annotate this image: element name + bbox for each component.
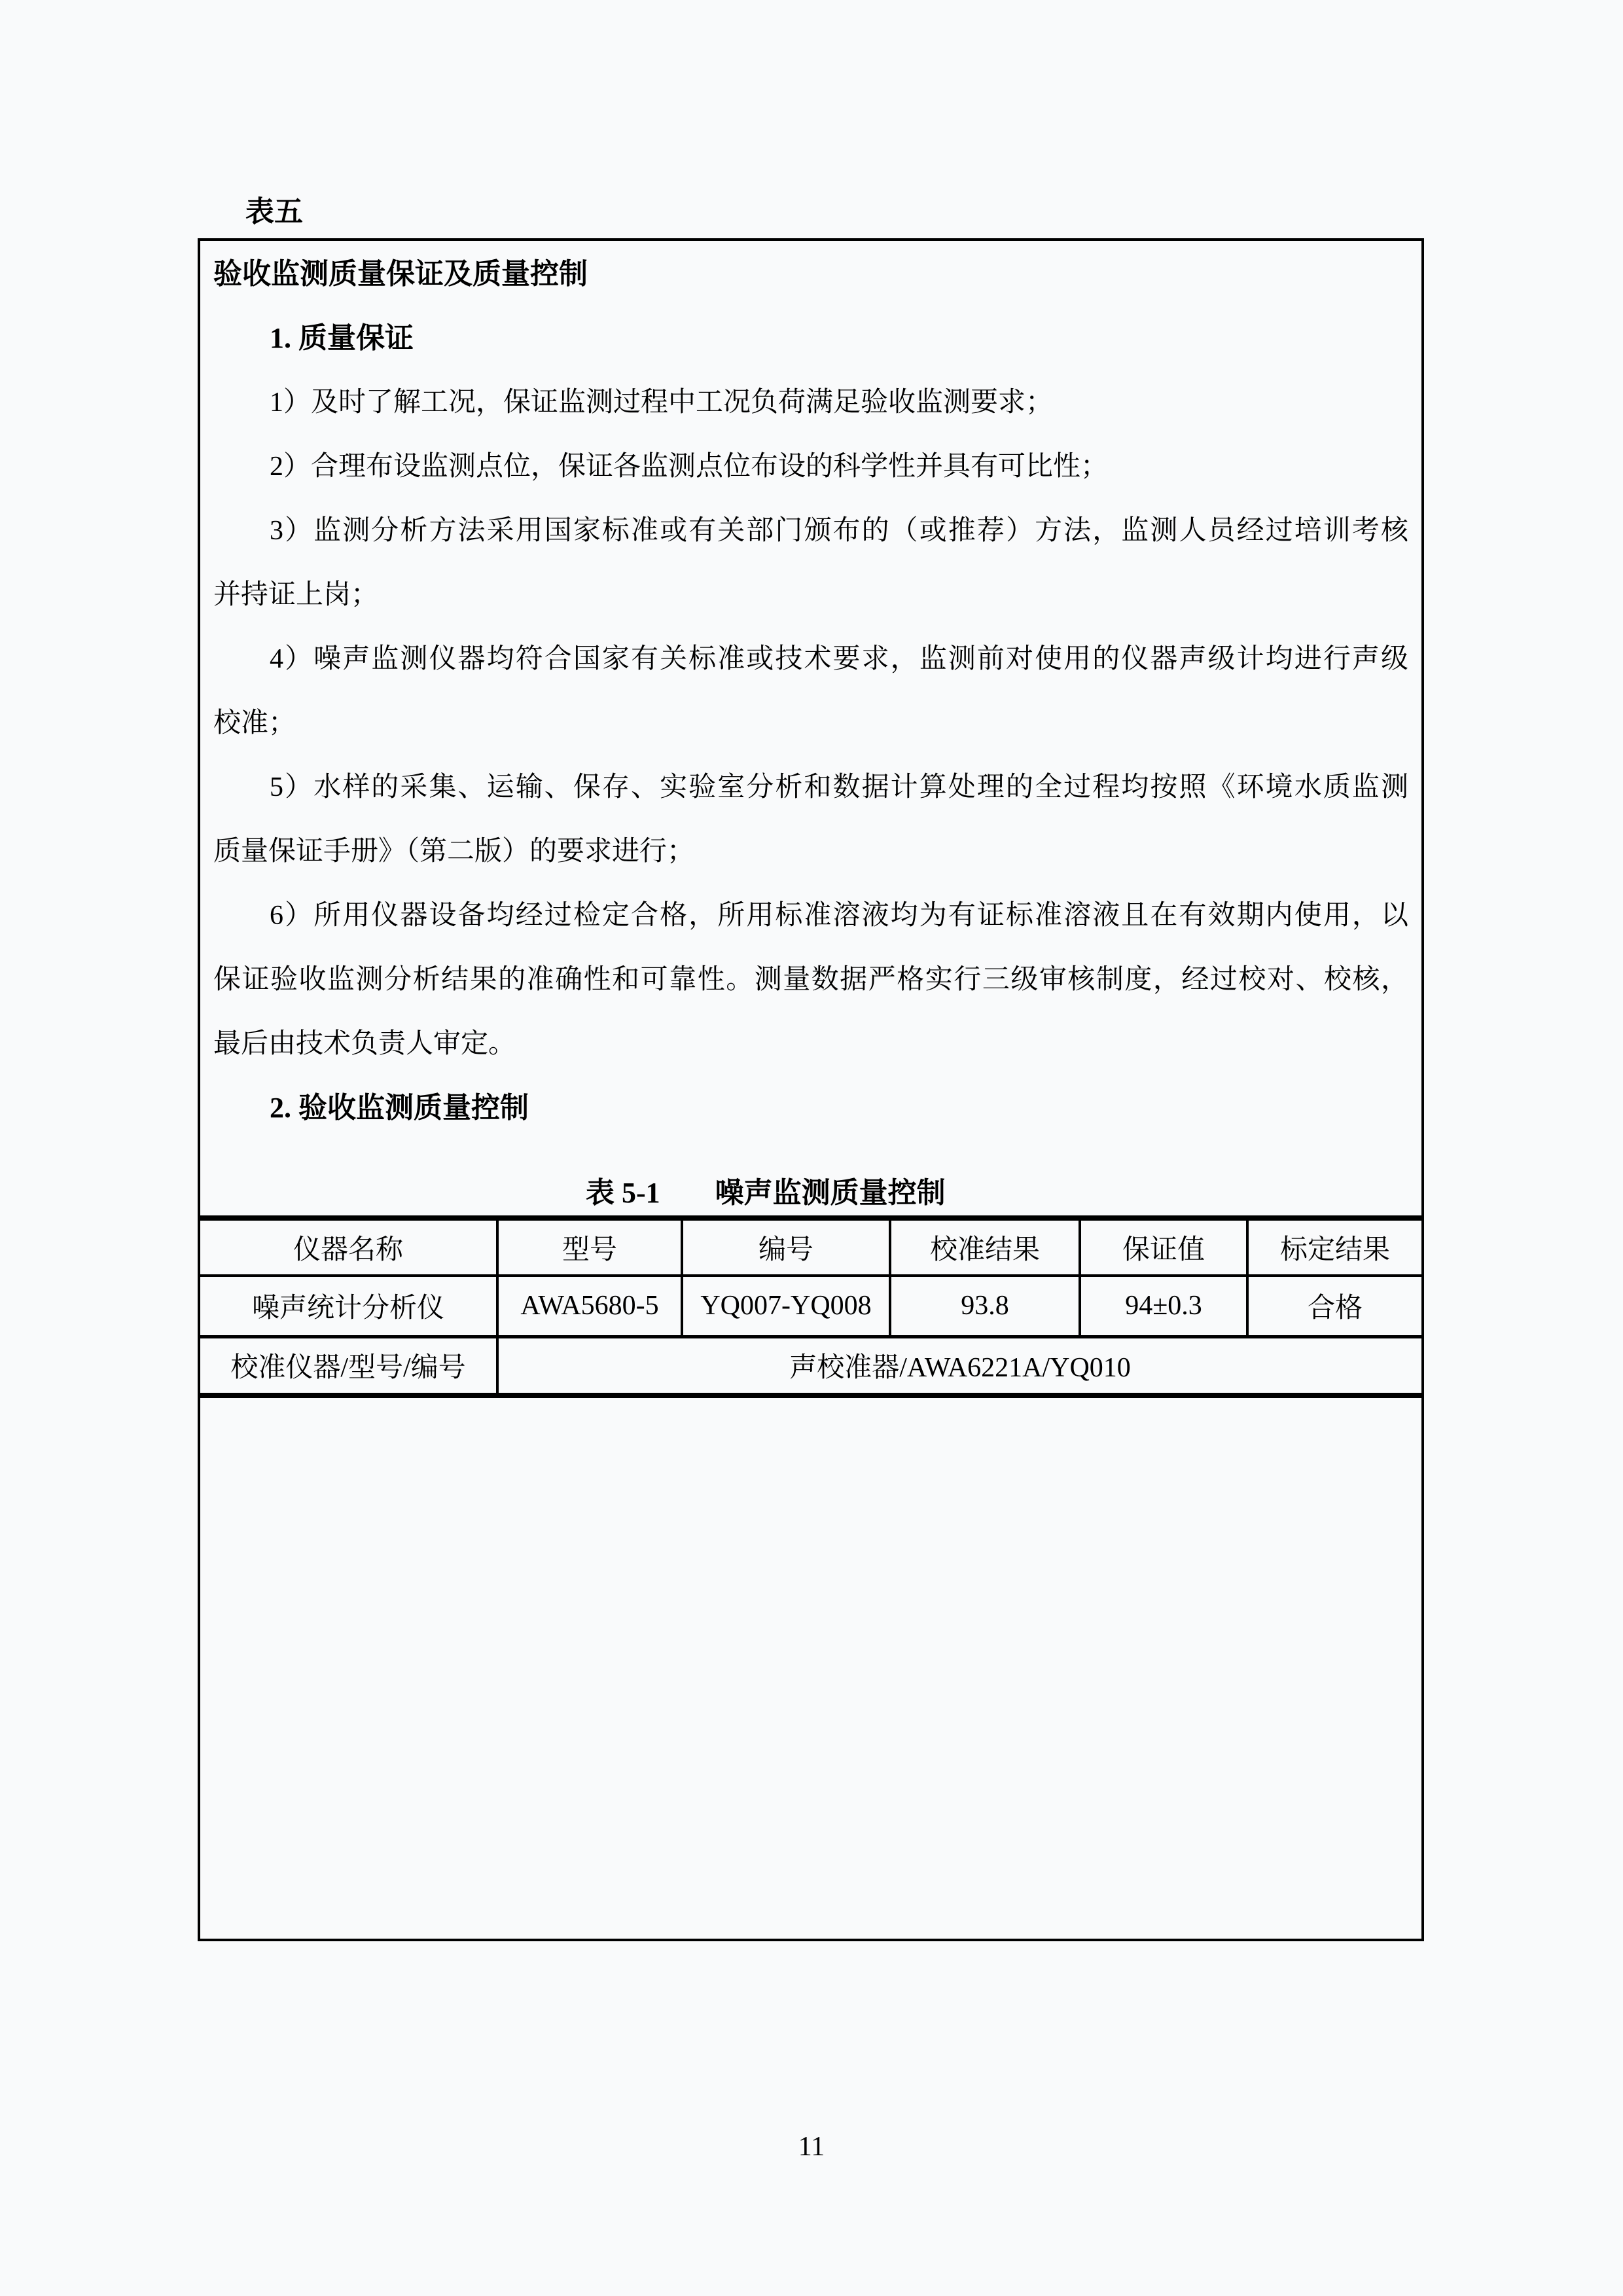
noise-qc-table bbox=[200, 1215, 1421, 1398]
table-caption-number: 表 5-1 bbox=[586, 1177, 660, 1209]
header-cell: 仪器名称 bbox=[200, 1218, 497, 1276]
header-cell: 标定结果 bbox=[1247, 1218, 1421, 1276]
table-caption-text: 噪声监测质量控制 bbox=[715, 1177, 946, 1209]
section1-heading: 1. 质量保证 bbox=[270, 322, 414, 354]
box-title: 验收监测质量保证及质量控制 bbox=[213, 258, 588, 290]
serial-cell: YQ007-YQ008 bbox=[682, 1276, 890, 1336]
section2-heading: 2. 验收监测质量控制 bbox=[270, 1092, 529, 1124]
verification-result-cell: 合格 bbox=[1247, 1276, 1421, 1336]
instrument-name-cell: 噪声统计分析仪 bbox=[200, 1276, 497, 1336]
calibrator-value-cell: 声校准器/AWA6221A/YQ010 bbox=[497, 1336, 1421, 1395]
guaranteed-value-cell: 94±0.3 bbox=[1080, 1276, 1247, 1336]
paragraph-line: 校准； bbox=[213, 708, 296, 738]
header-cell: 保证值 bbox=[1080, 1218, 1247, 1276]
header-cell: 校准结果 bbox=[890, 1218, 1080, 1276]
sheet-label: 表五 bbox=[245, 196, 303, 228]
table-caption bbox=[586, 1177, 946, 1210]
paragraph-line: 保证验收监测分析结果的准确性和可靠性。测量数据严格实行三级审核制度，经过校对、校核， bbox=[213, 965, 1408, 995]
model-cell: AWA5680-5 bbox=[497, 1276, 682, 1336]
paragraph-line: 5）水样的采集、运输、保存、实验室分析和数据计算处理的全过程均按照《环境水质监测 bbox=[270, 772, 1408, 802]
page-number: 11 bbox=[798, 2132, 825, 2162]
paragraph-line: 质量保证手册》（第二版）的要求进行； bbox=[213, 836, 695, 867]
paragraph-line: 6）所用仪器设备均经过检定合格，所用标准溶液均为有证标准溶液且在有效期内使用，以 bbox=[270, 901, 1408, 931]
calibration-result-cell: 93.8 bbox=[890, 1276, 1080, 1336]
paragraph-line: 2）合理布设监测点位，保证各监测点位布设的科学性并具有可比性； bbox=[270, 452, 1109, 482]
paragraph-line: 1）及时了解工况，保证监测过程中工况负荷满足验收监测要求； bbox=[270, 387, 1054, 418]
calibrator-label-cell: 校准仪器/型号/编号 bbox=[230, 1353, 466, 1384]
form-box bbox=[198, 238, 1424, 1941]
paragraph-line: 4）噪声监测仪器均符合国家有关标准或技术要求，监测前对使用的仪器声级计均进行声级 bbox=[270, 644, 1408, 674]
form-text-block bbox=[200, 241, 1421, 1140]
header-cell: 型号 bbox=[497, 1218, 682, 1276]
table-row bbox=[200, 1336, 1421, 1395]
paragraph-line: 最后由技术负责人审定。 bbox=[213, 1029, 516, 1059]
header-cell: 编号 bbox=[682, 1218, 890, 1276]
paragraph-line: 3）监测分析方法采用国家标准或有关部门颁布的（或推荐）方法，监测人员经过培训考核 bbox=[270, 516, 1408, 546]
table-row bbox=[200, 1276, 1421, 1336]
paragraph-line: 并持证上岗； bbox=[213, 580, 379, 610]
table-header-row bbox=[200, 1218, 1421, 1276]
